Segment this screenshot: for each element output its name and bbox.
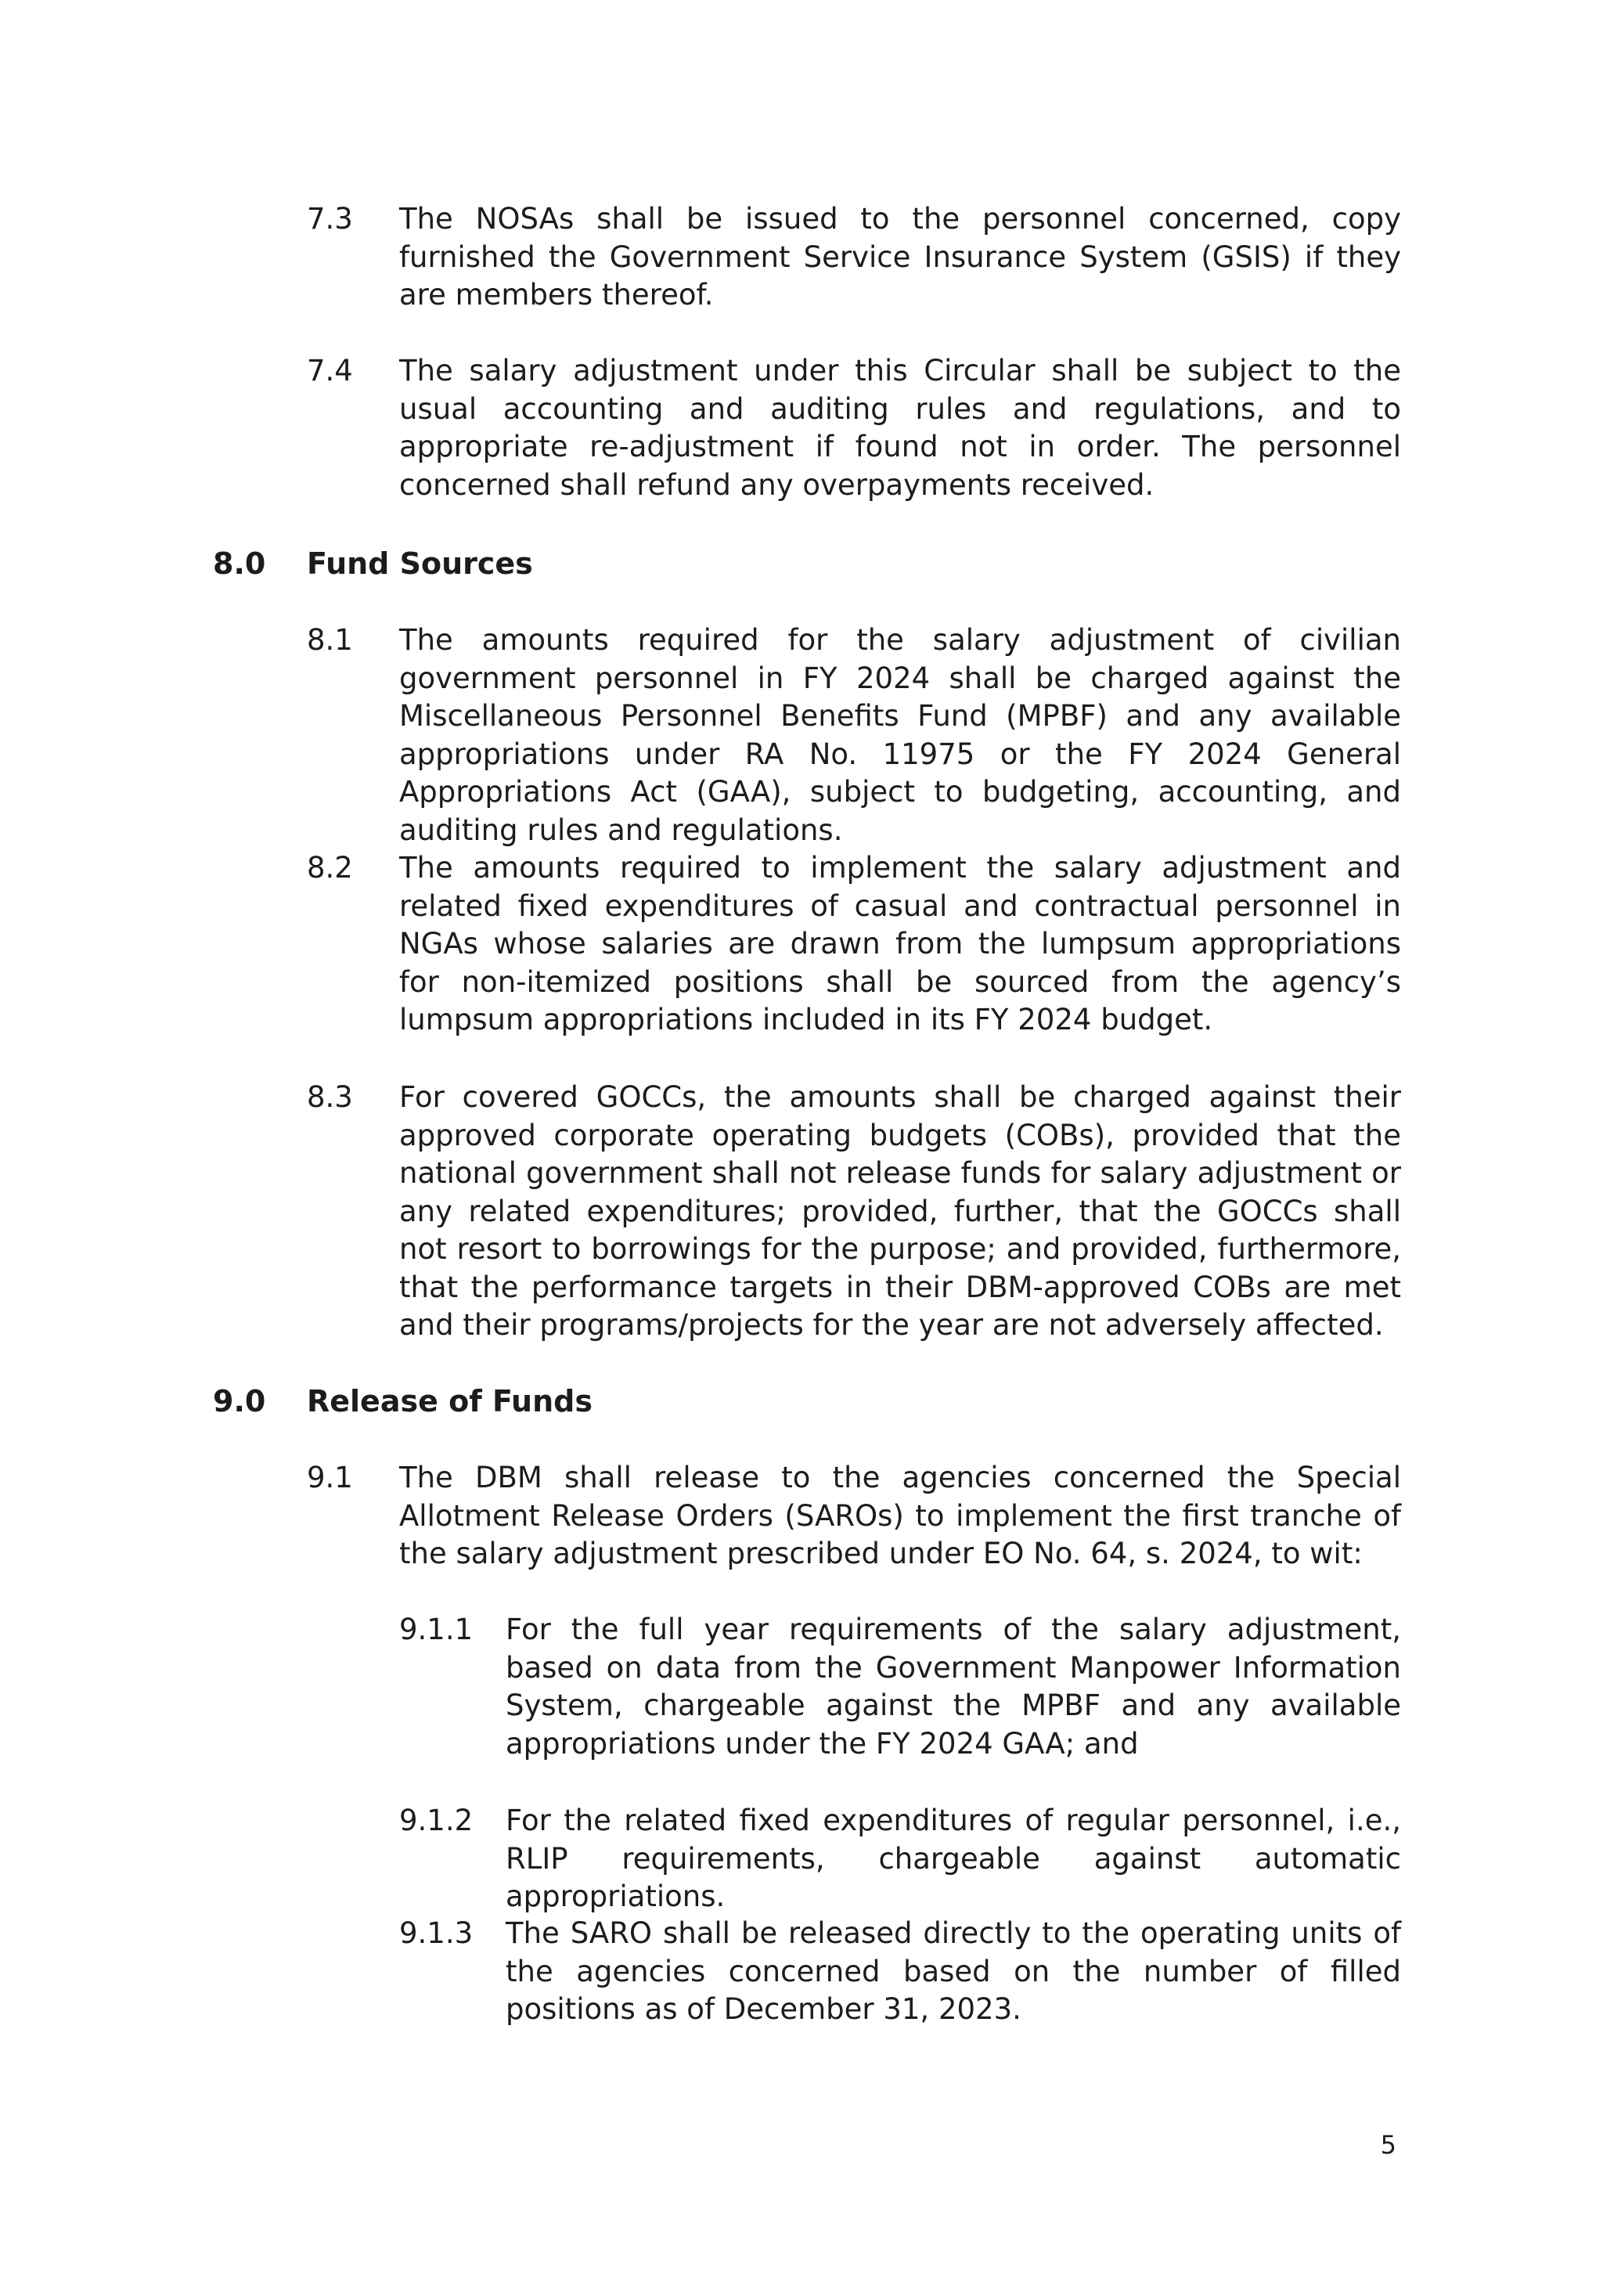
paragraph-text: The SARO shall be released directly to the operating units of the agencies concerned based on the number of filled positions as of December 31, 2023. [506,1916,1401,2026]
paragraph-text: For covered GOCCs, the amounts shall be charged against their approved corporate operating budgets (COBs), provided that the national government shall not release funds for salary adjustment or any related expenditures; provided, further, that the GOCCs shall not resort to borrowings for the purpose; and provided, furthermore, that the performance targets in their DBM-approved COBs are met and their programs/projects for the year are not adversely affected. [399,1080,1401,1342]
paragraph-9-1-2 [399,1802,1401,1916]
paragraph-number: 9.1.3 [399,1916,474,1950]
paragraph-9-1 [307,1459,1401,1573]
paragraph-text: The amounts required for the salary adjustment of civilian government personnel in FY 2024 shall be charged against the Miscellaneous Personnel Benefits Fund (MPBF) and any available appropriations under RA No. 11975 or the FY 2024 General Appropriations Act (GAA), subject to budgeting, accounting, and auditing rules and regulations. [399,623,1401,847]
paragraph-number: 8.3 [307,1080,353,1114]
paragraph-text: The NOSAs shall be issued to the personnel concerned, copy furnished the Government Service Insurance System (GSIS) if they are members thereof. [399,202,1401,312]
paragraph-number: 7.3 [307,202,353,236]
paragraph-text: The DBM shall release to the agencies concerned the Special Allotment Release Orders (SAROs) to implement the first tranche of the salary adjustment prescribed under EO No. 64, s. 2024, to wit: [399,1461,1401,1570]
paragraph-number: 9.1.1 [399,1613,474,1646]
paragraph-9-1-3 [399,1915,1401,2029]
paragraph-number: 8.1 [307,623,353,657]
section-heading-8 [213,545,533,582]
section-title: Fund Sources [307,546,533,581]
paragraph-8-3 [307,1079,1401,1345]
paragraph-text: For the full year requirements of the salary adjustment, based on data from the Government Manpower Information System, chargeable against the MPBF and any available appropriations under the FY 2024 GAA; and [506,1613,1401,1761]
paragraph-text: The amounts required to implement the salary adjustment and related fixed expenditures of casual and contractual personnel in NGAs whose salaries are drawn from the lumpsum appropriations for non-itemized positions shall be sourced from the agency’s lumpsum appropriations included in its FY 2024 budget. [399,851,1401,1036]
paragraph-number: 7.4 [307,354,353,387]
paragraph-number: 9.1 [307,1461,353,1494]
section-heading-9 [213,1382,593,1420]
section-title: Release of Funds [307,1384,593,1418]
paragraph-7-3 [307,200,1401,315]
paragraph-number: 8.2 [307,851,353,885]
paragraph-7-4 [307,352,1401,504]
paragraph-8-2 [307,849,1401,1040]
paragraph-8-1 [307,622,1401,849]
paragraph-text: For the related fixed expenditures of regular personnel, i.e., RLIP requirements, chargeable against automatic appropriations. [506,1804,1401,1913]
paragraph-text: The salary adjustment under this Circular shall be subject to the usual accounting and auditing rules and regulations, and to appropriate re-adjustment if found not in order. The personnel concerned shall refund any overpayments received. [399,354,1401,502]
section-number: 8.0 [213,546,266,581]
paragraph-number: 9.1.2 [399,1804,474,1837]
page-number: 5 [1380,2130,1396,2160]
paragraph-9-1-1 [399,1611,1401,1763]
section-number: 9.0 [213,1384,266,1418]
